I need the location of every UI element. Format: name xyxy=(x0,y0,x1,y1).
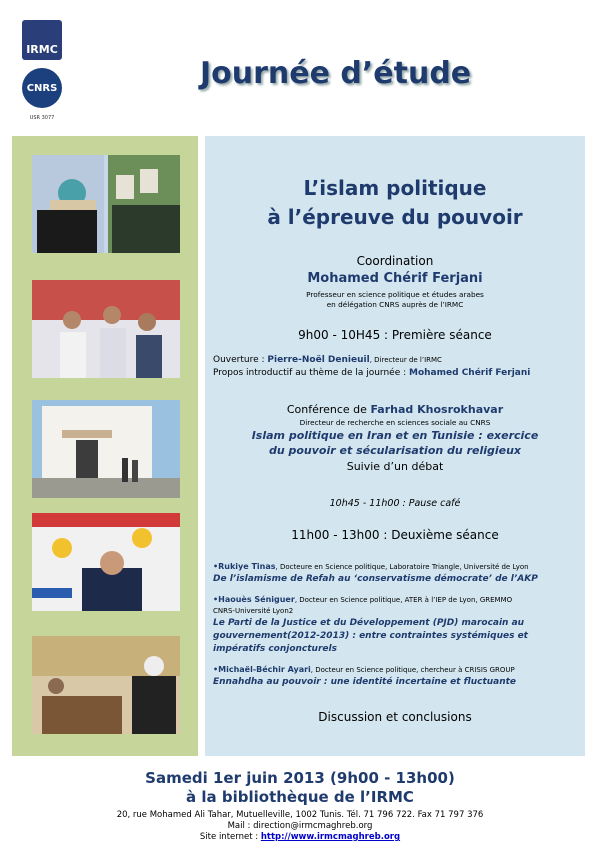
conference-label: Conférence de xyxy=(286,403,371,416)
bullet: • xyxy=(213,665,219,674)
speaker-1-line xyxy=(213,562,529,571)
coffee-break: 10h45 - 11h00 : Pause café xyxy=(329,498,461,509)
event-date: Samedi 1er juin 2013 (9h00 - 13h00) xyxy=(145,769,455,787)
debate-note: Suivie d’un débat xyxy=(346,460,444,473)
speaker-2-title-1: Le Parti de la Justice et du Développement (PJD) marocain au xyxy=(213,618,525,628)
cnrs-logo-text: CNRS xyxy=(26,82,58,94)
opening-line xyxy=(213,355,442,365)
bullet: • xyxy=(213,595,219,604)
opening-role: , Directeur de l’IRMC xyxy=(369,356,442,364)
speaker-1-role: , Docteure en Science politique, Laboratoire Triangle, Université de Lyon xyxy=(275,563,529,571)
bullet: • xyxy=(213,562,219,571)
speaker-3-line xyxy=(213,665,515,674)
contact-mail: Mail : direction@irmcmaghreb.org xyxy=(227,821,373,831)
coordinator-name: Mohamed Chérif Ferjani xyxy=(307,271,483,286)
speaker-1-name: Rukiye Tinas xyxy=(218,562,276,571)
intro-line xyxy=(213,368,530,378)
photo-mosque xyxy=(32,155,180,253)
topic-title-line2: à l’épreuve du pouvoir xyxy=(267,205,523,229)
address: 20, rue Mohamed Ali Tahar, Mutuelleville, 1002 Tunis. Tél. 71 796 722. Fax 71 797 376 xyxy=(116,810,484,820)
intro-label: Propos introductif au thème de la journée : xyxy=(213,368,410,378)
conference-speaker: Farhad Khosrokhavar xyxy=(370,403,504,416)
speaker-2-title-2: gouvernement(2012-2013) : entre contraintes systémiques et xyxy=(213,631,528,641)
conference-role: Directeur de recherche en sciences sociale au CNRS xyxy=(299,418,491,427)
coordinator-role-2: en délégation CNRS auprès de l’IRMC xyxy=(326,300,464,309)
speaker-2-role-2: CNRS-Université Lyon2 xyxy=(213,607,294,615)
photo-street xyxy=(32,400,180,498)
photo-akp xyxy=(32,513,180,611)
event-place: à la bibliothèque de l’IRMC xyxy=(186,788,414,806)
website-line xyxy=(0,832,600,842)
irmc-logo xyxy=(22,20,62,60)
conference-title-1: Islam politique en Iran et en Tunisie : exercice xyxy=(251,429,539,442)
photo-office xyxy=(32,636,180,734)
speaker-2-role: , Docteur en Science politique, ATER à l’IEP de Lyon, GREMMO xyxy=(294,596,513,604)
coordination-label: Coordination xyxy=(356,254,434,268)
speaker-1-title: De l’islamisme de Refah au ‘conservatisme démocrate’ de l’AKP xyxy=(213,574,538,584)
closing: Discussion et conclusions xyxy=(318,710,472,724)
session2-heading: 11h00 - 13h00 : Deuxième séance xyxy=(291,528,499,542)
conference-line xyxy=(205,403,585,416)
speaker-3-role: , Docteur en Science politique, chercheur à CRISIS GROUP xyxy=(310,666,515,674)
coordinator-role-1: Professeur en science politique et études arabes xyxy=(306,290,484,299)
intro-name: Mohamed Chérif Ferjani xyxy=(409,368,531,378)
speaker-2-name: Haouès Séniguer xyxy=(218,595,295,604)
page-title: Journée d’étude xyxy=(200,56,472,91)
photo-rally xyxy=(32,280,180,378)
usr-label: USR 3077 xyxy=(29,115,55,121)
irmc-logo-text: IRMC xyxy=(26,43,58,56)
conference-title-2: du pouvoir et sécularisation du religieux xyxy=(268,444,522,457)
website-link[interactable]: http://www.irmcmaghreb.org xyxy=(260,832,401,842)
speaker-3-name: Michaël-Béchir Ayari xyxy=(218,665,311,674)
topic-title-line1: L’islam politique xyxy=(303,176,487,200)
cnrs-logo xyxy=(22,68,62,108)
website-label: Site internet : xyxy=(199,832,261,842)
opening-label: Ouverture : xyxy=(213,355,268,365)
speaker-3-title: Ennahdha au pouvoir : une identité incertaine et fluctuante xyxy=(213,677,517,687)
speaker-2-line xyxy=(213,595,512,604)
session1-heading: 9h00 - 10H45 : Première séance xyxy=(298,328,492,342)
opening-name: Pierre-Noël Denieuil xyxy=(267,355,370,365)
speaker-2-title-3: impératifs conjoncturels xyxy=(213,644,337,654)
